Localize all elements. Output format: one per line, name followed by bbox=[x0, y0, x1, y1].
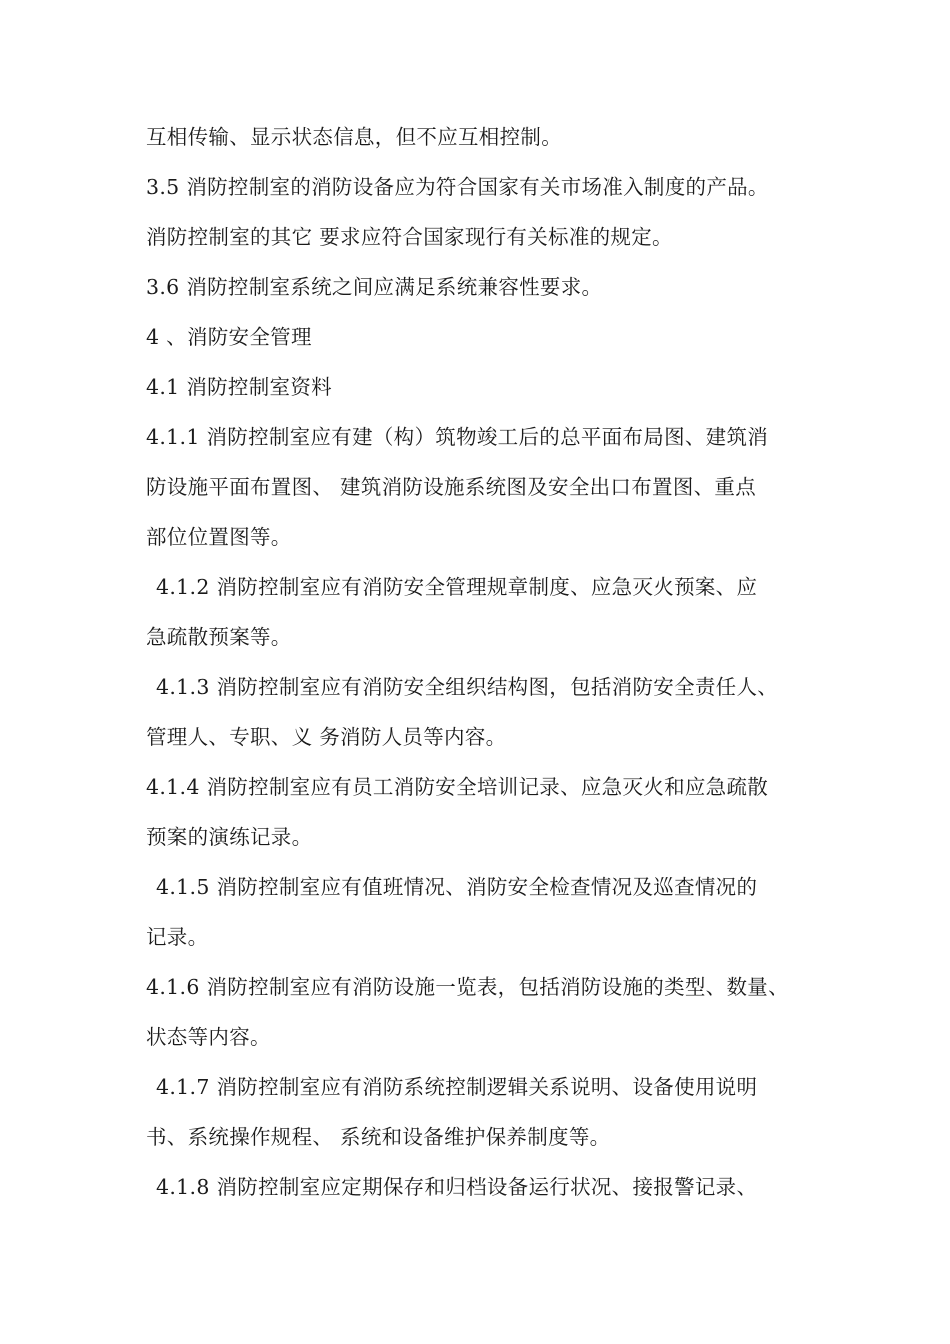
text-line: 互相传输、显示状态信息，但不应互相控制。 bbox=[146, 125, 562, 149]
text-line: 部位位置图等。 bbox=[146, 525, 292, 549]
text-line: 4.1.5 消防控制室应有值班情况、消防安全检查情况及巡查情况的 bbox=[156, 875, 758, 899]
text-line: 4.1.2 消防控制室应有消防安全管理规章制度、应急灭火预案、应 bbox=[156, 575, 758, 599]
text-line: 防设施平面布置图、 建筑消防设施系统图及安全出口布置图、重点 bbox=[146, 475, 757, 499]
text-line: 4.1.3 消防控制室应有消防安全组织结构图，包括消防安全责任人、 bbox=[156, 675, 779, 699]
text-line: 急疏散预案等。 bbox=[146, 625, 292, 649]
text-line: 4.1.4 消防控制室应有员工消防安全培训记录、应急灭火和应急疏散 bbox=[146, 775, 769, 799]
text-line: 消防控制室的其它 要求应符合国家现行有关标准的规定。 bbox=[146, 225, 673, 249]
section-heading: 4 、消防安全管理 bbox=[146, 325, 312, 349]
text-line: 管理人、专职、义 务消防人员等内容。 bbox=[146, 725, 507, 749]
text-line: 4.1.1 消防控制室应有建（构）筑物竣工后的总平面布局图、建筑消 bbox=[146, 425, 769, 449]
text-line: 4.1.6 消防控制室应有消防设施一览表，包括消防设施的类型、数量、 bbox=[146, 975, 789, 999]
text-line: 3.5 消防控制室的消防设备应为符合国家有关市场准入制度的产品。 bbox=[146, 175, 769, 199]
text-line: 状态等内容。 bbox=[146, 1025, 271, 1049]
text-line: 4.1.7 消防控制室应有消防系统控制逻辑关系说明、设备使用说明 bbox=[156, 1075, 758, 1099]
text-line: 记录。 bbox=[146, 925, 209, 949]
text-line: 4.1.8 消防控制室应定期保存和归档设备运行状况、接报警记录、 bbox=[156, 1175, 758, 1199]
text-line: 书、系统操作规程、 系统和设备维护保养制度等。 bbox=[146, 1125, 611, 1149]
text-line: 预案的演练记录。 bbox=[146, 825, 313, 849]
text-line: 3.6 消防控制室系统之间应满足系统兼容性要求。 bbox=[146, 275, 603, 299]
document-body bbox=[146, 112, 816, 1212]
subsection-heading: 4.1 消防控制室资料 bbox=[146, 375, 332, 399]
